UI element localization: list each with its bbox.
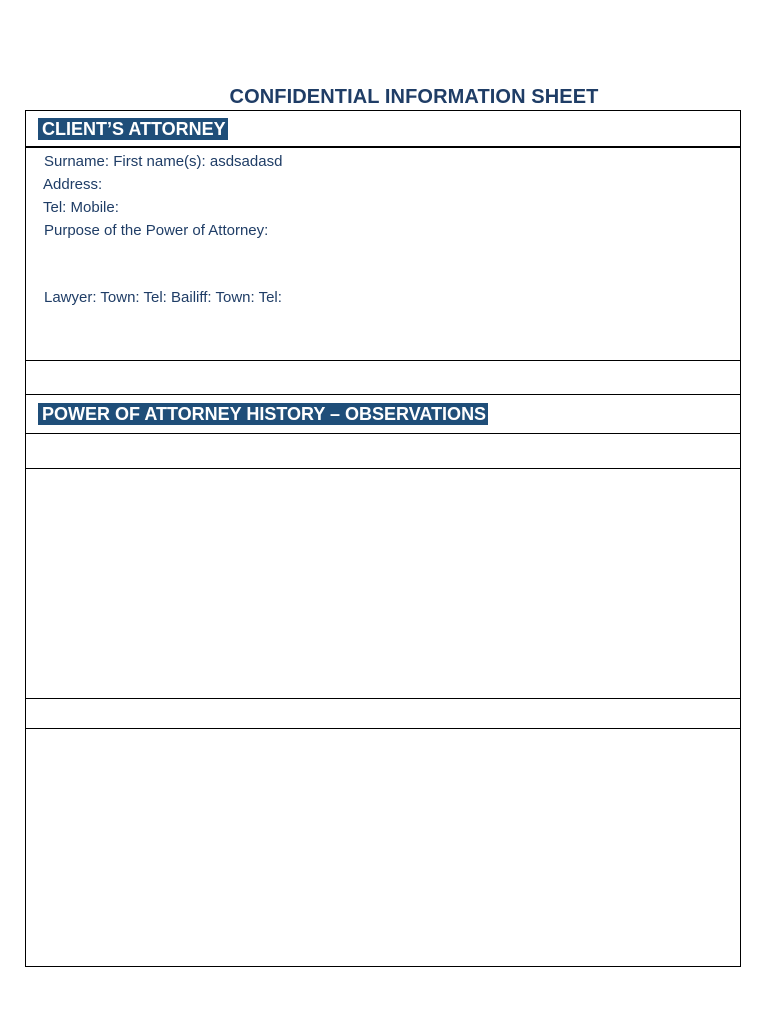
purpose-field-line: Purpose of the Power of Attorney: (44, 222, 269, 239)
history-observations-heading: POWER OF ATTORNEY HISTORY – OBSERVATIONS (38, 403, 488, 425)
address-field-line: Address: (43, 176, 103, 193)
information-sheet-table (25, 110, 741, 967)
divider (26, 698, 740, 699)
divider (26, 146, 740, 148)
divider (26, 433, 740, 434)
lawyer-field-line: Lawyer: Town: Tel: Bailiff: Town: Tel: (44, 289, 282, 306)
divider (26, 468, 740, 469)
divider (26, 728, 740, 729)
page-title: CONFIDENTIAL INFORMATION SHEET (229, 86, 599, 108)
divider (26, 360, 740, 361)
name-field-line: Surname: First name(s): asdsadasd (44, 153, 283, 170)
tel-field-line: Tel: Mobile: (43, 199, 119, 216)
client-attorney-heading: CLIENT’S ATTORNEY (38, 118, 228, 140)
divider (26, 394, 740, 395)
